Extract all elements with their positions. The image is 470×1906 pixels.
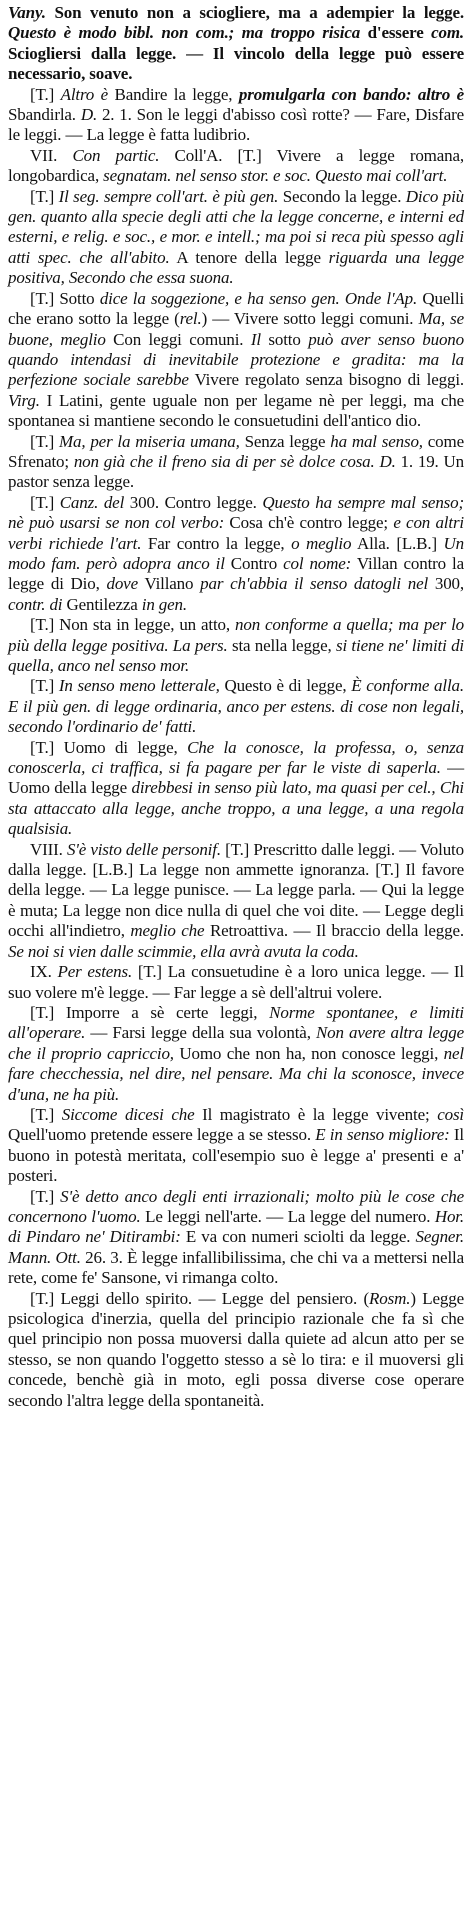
text-segment: [T.] Non sta in legge, un atto, bbox=[30, 615, 235, 635]
entry-paragraph bbox=[8, 1289, 464, 1411]
text-segment: E va con numeri sciolti da legge. bbox=[180, 1227, 416, 1247]
entry-paragraph bbox=[8, 146, 464, 187]
text-segment: [T.] Uomo di legge, bbox=[30, 737, 188, 757]
text-segment: Coll'A. [T.] Vivere a legge romana, longobardica, bbox=[8, 145, 464, 186]
entry-paragraph bbox=[8, 1187, 464, 1289]
text-segment: D. bbox=[80, 105, 98, 125]
text-segment: — Uomo della legge bbox=[8, 758, 464, 798]
text-segment: Il magistrato è la legge vivente; bbox=[194, 1104, 438, 1124]
text-segment: Se noi si vien dalle scimmie, ella avrà avuta la coda. bbox=[8, 941, 359, 961]
text-segment: col nome: bbox=[283, 553, 352, 573]
text-segment: VIII. bbox=[30, 839, 67, 859]
text-segment: Altro è bbox=[60, 84, 109, 104]
entry-paragraph bbox=[8, 493, 464, 615]
text-segment: [T.] bbox=[30, 431, 59, 451]
text-segment: [T.] Sotto bbox=[30, 288, 100, 308]
text-segment: Ma, se buone, meglio bbox=[8, 309, 465, 349]
text-segment: Questo è modo bibl. non com.; ma troppo risica bbox=[8, 23, 361, 43]
text-segment: 26. 3. È legge infallibilissima, che chi va a mettersi nella rete, come fe' Sansone, vi rimanga colto. bbox=[8, 1247, 464, 1288]
entry-paragraph bbox=[8, 1003, 464, 1105]
text-segment: Che la conosce, la professa, o, senza conoscerla, ci traffica, si fa pagare per far le viste di saperla. bbox=[8, 737, 465, 778]
text-segment: VII. bbox=[30, 145, 73, 165]
text-segment: in gen. bbox=[141, 594, 187, 614]
text-segment: sta nella legge, bbox=[227, 635, 337, 655]
text-segment: Un modo fam. però adopra anco il bbox=[8, 533, 465, 573]
text-segment: direbbesi in senso più lato, ma quasi per cel., Chi sta attaccato alla legge, anche troppo, a una legge, a una regola qualsisia. bbox=[8, 778, 464, 839]
text-segment: — Farsi legge della sua volontà, bbox=[85, 1023, 316, 1043]
text-segment: Siccome dicesi che bbox=[61, 1104, 195, 1124]
text-segment: Il seg. sempre coll'art. è più gen. bbox=[58, 186, 279, 206]
text-segment: Il buono in potestà meritata, coll'esempio suo è legge a' presenti e a' posteri. bbox=[8, 1125, 464, 1186]
text-segment: ) — Vivere sotto leggi comuni. bbox=[201, 309, 419, 329]
text-segment: [T.] bbox=[30, 186, 59, 206]
text-segment: rel. bbox=[179, 309, 202, 329]
text-segment: Quelli che erano sotto la legge ( bbox=[8, 288, 464, 329]
text-segment: 300, bbox=[428, 574, 464, 594]
text-segment: [T.] bbox=[30, 1104, 62, 1124]
text-segment: Senza legge bbox=[239, 431, 331, 451]
text-segment: 2. 1. Son le leggi d'abisso così rotte? — Fare, Disfare le leggi. — La legge è fatta ludibrio. bbox=[8, 105, 464, 145]
text-segment: contr. di bbox=[8, 594, 63, 614]
text-segment: Sciogliersi dalla legge. — Il vincolo della legge può essere necessario, soave. bbox=[8, 43, 464, 84]
text-segment: [T.] bbox=[30, 1186, 61, 1206]
text-segment: S'è visto delle personif. bbox=[66, 839, 221, 859]
text-segment: Per estens. bbox=[57, 962, 133, 982]
text-segment: Vivere regolato senza bisogno di leggi. bbox=[188, 370, 464, 390]
entry-paragraph bbox=[8, 85, 464, 146]
text-segment: dove bbox=[106, 574, 138, 594]
text-segment: Gentilezza bbox=[62, 594, 142, 614]
text-segment: Retroattiva. — Il braccio della legge. bbox=[204, 921, 464, 941]
text-segment: S'è detto anco degli enti irrazionali; molto più le cose che concernono l'uomo. bbox=[8, 1186, 464, 1226]
text-segment: sotto bbox=[260, 329, 309, 349]
text-segment: [T.] bbox=[30, 492, 60, 512]
entry-paragraph bbox=[8, 432, 464, 493]
text-segment: Son venuto non a sciogliere, ma a adempier la legge. bbox=[45, 3, 464, 22]
entry-paragraph bbox=[8, 1105, 464, 1187]
text-segment: come Sfrenato; bbox=[8, 431, 464, 471]
text-segment: ) Legge psicologica d'inerzia, quella del principio razionale che fa sì che quel principio non possa muoversi dalla quiete ad alcun atto per se stesso, se non quando l'oggetto stesso a sè lo tira: e il muoversi gli concede, benchè già in moto, egli possa diverse cose operare secondo l'altra legge della spontaneità. bbox=[8, 1288, 464, 1410]
text-segment: [T.] Leggi dello spirito. — Legge del pensiero. ( bbox=[30, 1288, 370, 1308]
text-segment: promulgarla con bando: altro è bbox=[238, 84, 465, 104]
text-segment: E in senso migliore: bbox=[315, 1125, 450, 1145]
text-segment: meglio che bbox=[130, 921, 205, 941]
text-segment: Alla. [L.B.] bbox=[351, 533, 444, 553]
text-segment: Uomo che non ha, non conosce leggi, bbox=[173, 1043, 444, 1063]
text-segment: Rosm. bbox=[369, 1288, 411, 1308]
entry-paragraph bbox=[8, 289, 464, 432]
text-segment: IX. bbox=[30, 962, 58, 982]
text-segment: Sbandirla. bbox=[8, 105, 81, 125]
entry-paragraph bbox=[8, 676, 464, 737]
text-segment: segnatam. nel senso stor. e soc. Questo mai coll'art. bbox=[103, 166, 448, 186]
entry-paragraph bbox=[8, 615, 464, 676]
text-segment: com. bbox=[431, 23, 464, 43]
text-segment: Vany. bbox=[8, 3, 46, 22]
text-segment: d'essere bbox=[360, 23, 432, 43]
entry-paragraph bbox=[8, 187, 464, 289]
text-segment: Villan contro la legge di Dio, bbox=[8, 553, 465, 594]
text-segment: non conforme a quella; ma per lo più della legge positiva. La pers. bbox=[8, 615, 464, 655]
text-segment: e con altri verbi richiede l'art. bbox=[8, 513, 464, 553]
text-segment: In senso meno letterale, bbox=[58, 676, 220, 696]
text-segment: Virg. bbox=[8, 390, 40, 410]
text-segment: Hor. di Pindaro ne' Ditirambi: bbox=[8, 1206, 464, 1247]
text-segment: Dico più gen. quanto alla specie degli atti che la legge concerne, e interni ed esterni, e relig. e soc., e mor. e intell.; ma poi si reca più spesso agli atti spec. che all'abito. bbox=[8, 186, 465, 267]
text-segment: Questo ha sempre mal senso; nè può usarsi se non col verbo: bbox=[8, 492, 464, 533]
text-segment: Quell'uomo pretende essere legge a se stesso. bbox=[8, 1125, 316, 1145]
text-segment: Canz. del bbox=[59, 492, 125, 512]
text-segment: Far contro la legge, bbox=[141, 533, 292, 553]
entry-paragraph bbox=[8, 840, 464, 962]
text-segment: Villano bbox=[137, 574, 201, 594]
text-segment: così bbox=[437, 1104, 464, 1124]
text-segment: o meglio bbox=[291, 533, 352, 553]
text-segment: Contro bbox=[224, 553, 284, 573]
text-segment: può aver senso buono quando intendasi di inevitabile protezione e gradita: ma la perfezione sociale sarebbe bbox=[8, 329, 465, 390]
entry-paragraph bbox=[8, 3, 464, 85]
text-segment: Bandire la legge, bbox=[108, 84, 239, 104]
text-segment: ha mal senso, bbox=[330, 431, 423, 451]
text-segment: Con partic. bbox=[72, 145, 160, 165]
text-segment: 1. 19. Un pastor senza legge. bbox=[8, 451, 464, 492]
text-segment: Non avere altra legge che il proprio capriccio, bbox=[8, 1023, 465, 1063]
text-segment: Cosa ch'è contro legge; bbox=[224, 513, 394, 533]
text-segment: È conforme alla. E il più gen. di legge ordinaria, anco per estens. di cose non legali, secondo l'ordinario de' fatti. bbox=[8, 676, 465, 737]
entry-paragraph bbox=[8, 738, 464, 840]
text-segment: I Latini, gente uguale non per legame nè per leggi, ma che spontanea si mantiene secondo le consuetudini dell'antico dio. bbox=[8, 390, 464, 431]
text-segment: nel fare checchessia, nel dire, nel pensare. Ma chi la sconosce, invece d'una, ne ha più. bbox=[8, 1043, 464, 1104]
text-segment: [T.] Imporre a sè certe leggi, bbox=[30, 1002, 270, 1022]
text-segment: Questo è di legge, bbox=[219, 676, 352, 696]
text-segment: Il bbox=[250, 329, 261, 349]
text-segment: Norme spontanee, e limiti all'operare. bbox=[8, 1002, 464, 1043]
text-segment: par ch'abbia il senso datogli nel bbox=[200, 574, 429, 594]
text-segment: Ma, per la miseria umana, bbox=[58, 431, 240, 451]
entry-paragraph bbox=[8, 962, 464, 1003]
text-segment: Con leggi comuni. bbox=[105, 329, 251, 349]
text-segment: dice la soggezione, e ha senso gen. Onde l'Ap. bbox=[99, 288, 418, 308]
text-segment: [T.] bbox=[30, 676, 59, 696]
text-segment: [T.] bbox=[30, 84, 61, 104]
text-segment: [T.] La consuetudine è a loro unica legge. — Il suo volere m'è legge. — Far legge a sè dell'altrui volere. bbox=[8, 962, 464, 1002]
text-segment: A tenore della legge bbox=[169, 247, 329, 267]
text-segment: Secondo la legge. bbox=[278, 186, 406, 206]
text-segment: [T.] Prescritto dalle leggi. — Voluto dalla legge. [L.B.] La legge non ammette ignoranza. [T.] Il favore della legge. — La legge punisce. — La legge parla. — Qui la legge è muta; La legge non dice nulla di quel che voi dite. — Legge degli occhi all'indietro, bbox=[8, 839, 464, 941]
text-segment: si tiene ne' limiti di quella, anco nel senso mor. bbox=[8, 635, 464, 675]
text-segment: non già che il freno sia di per sè dolce cosa. D. bbox=[73, 451, 396, 471]
text-segment: Segner. Mann. Ott. bbox=[8, 1227, 464, 1267]
text-segment: Le leggi nell'arte. — La legge del numero. bbox=[140, 1206, 435, 1226]
text-segment: 300. Contro legge. bbox=[124, 492, 263, 512]
text-segment: riguarda una legge positiva, Secondo che essa suona. bbox=[8, 247, 464, 288]
